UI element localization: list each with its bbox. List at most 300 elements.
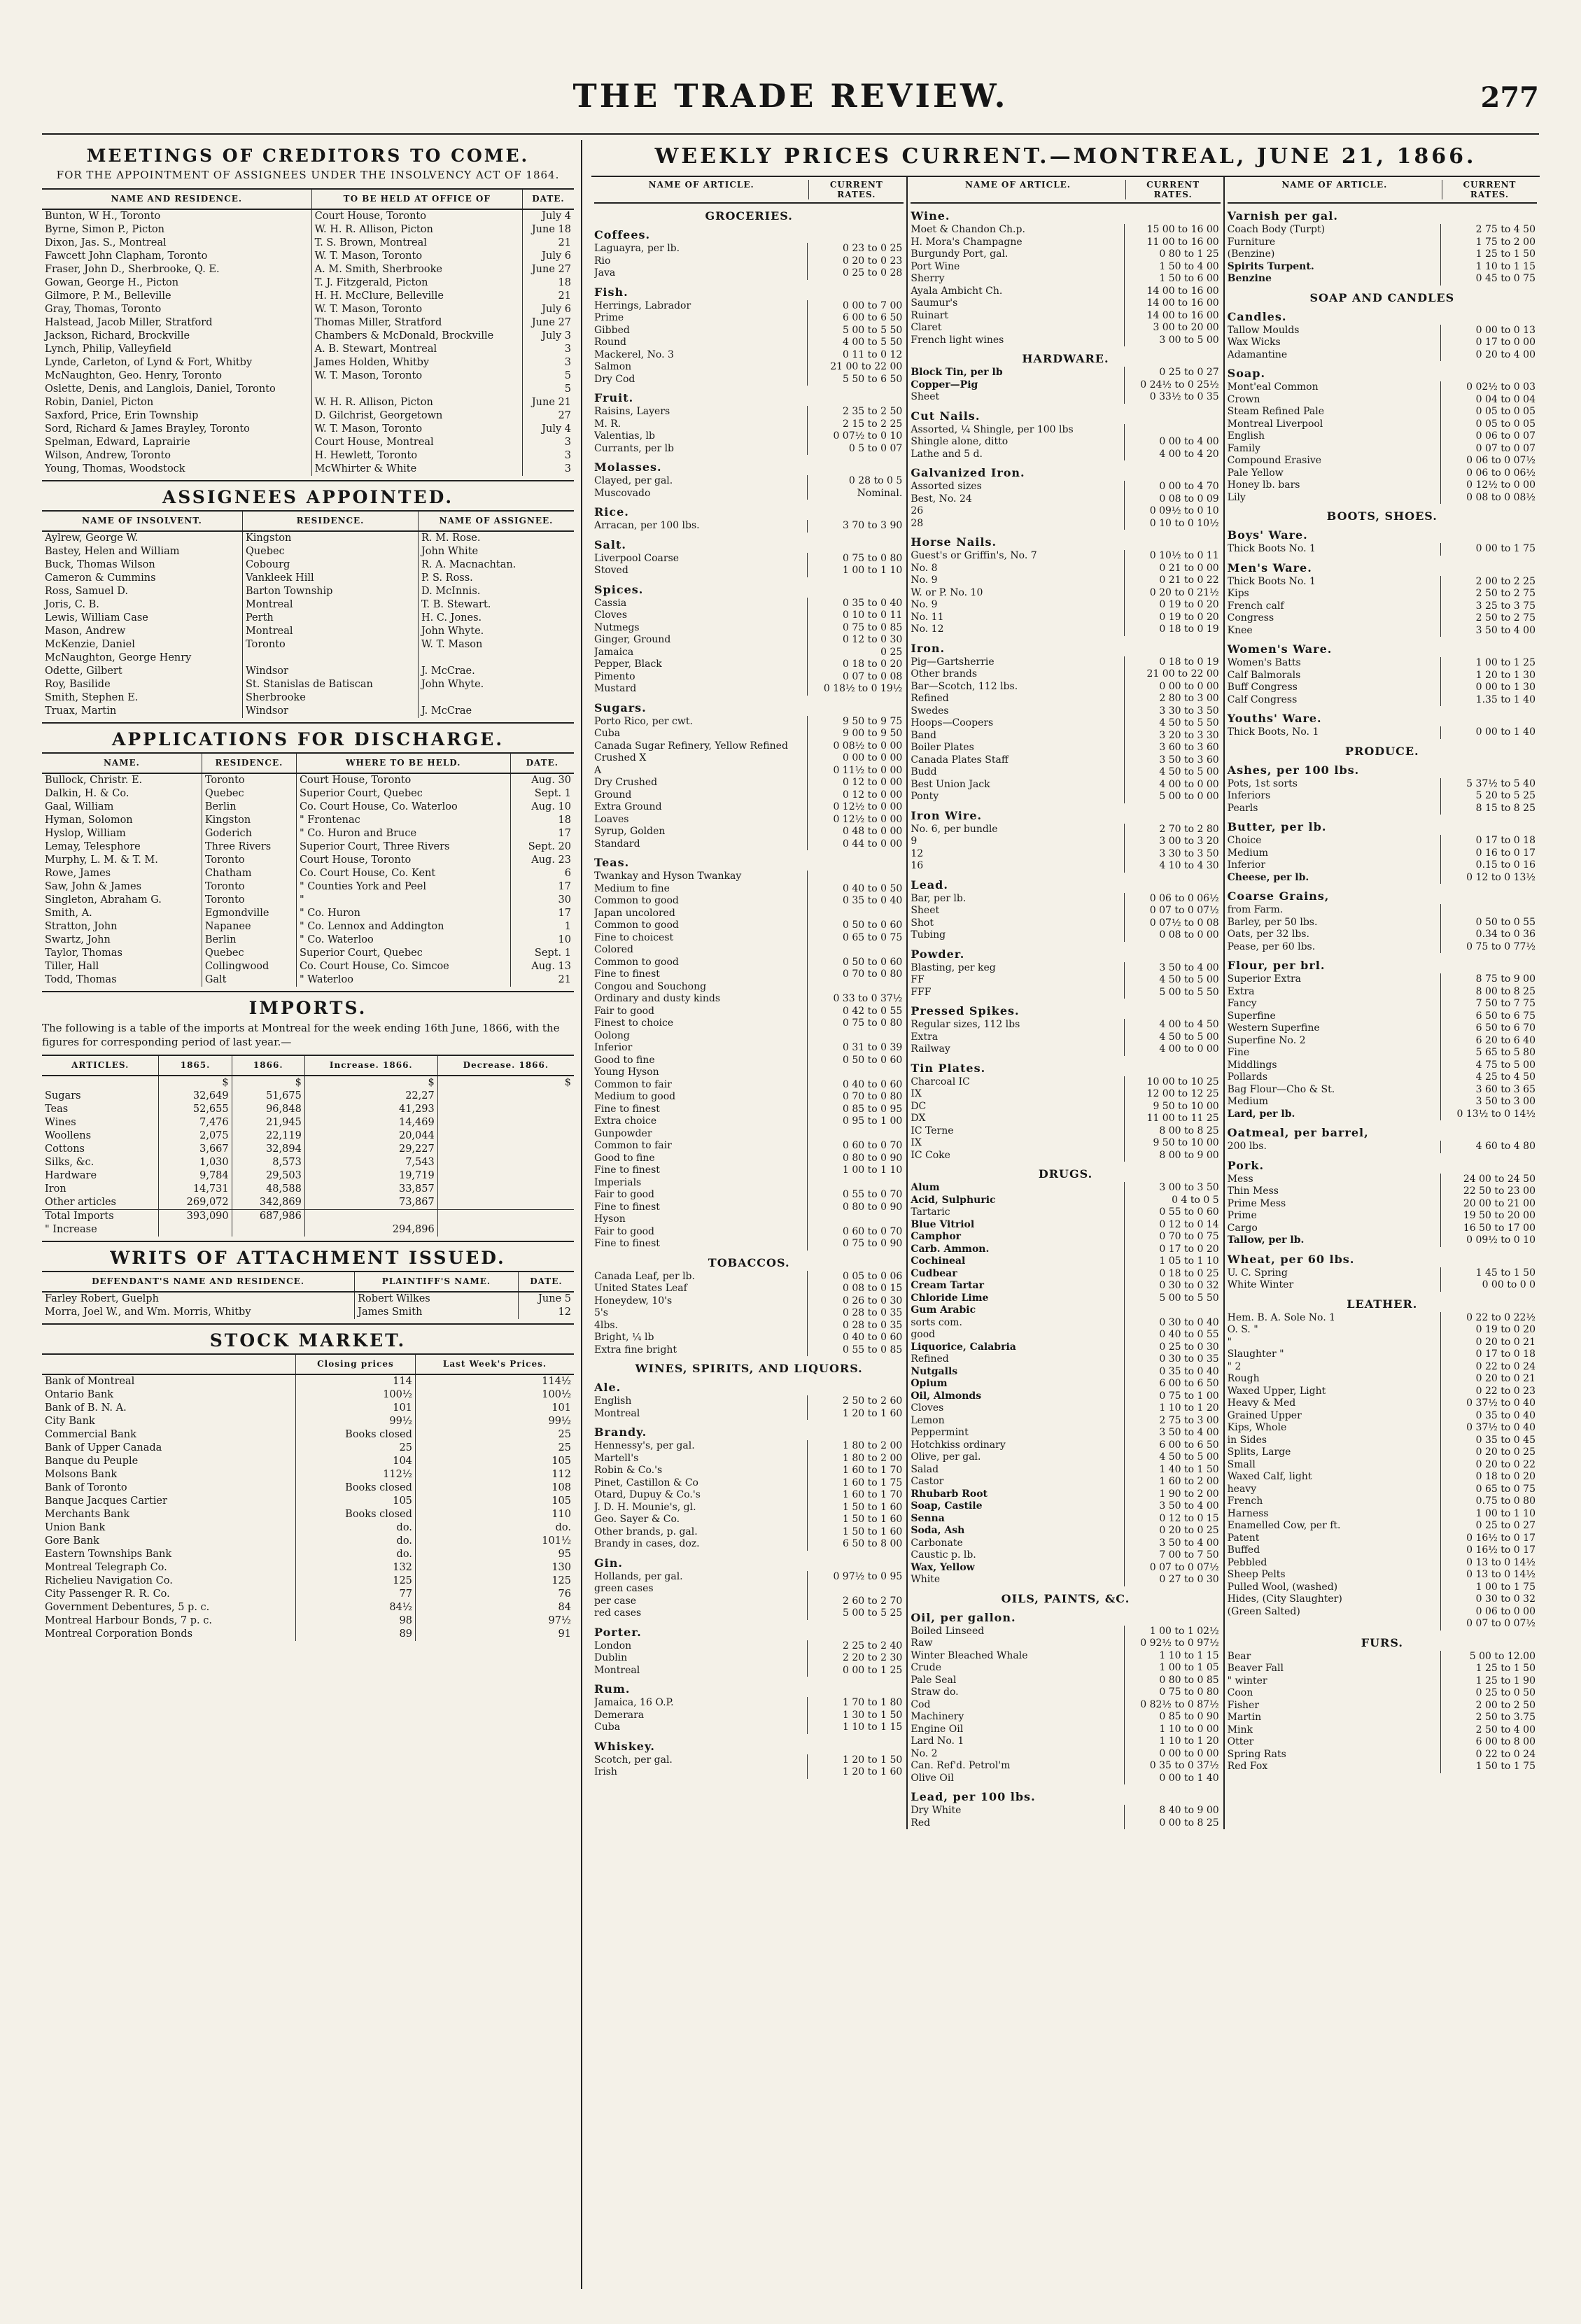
article-name: Montreal Liverpool	[1227, 418, 1323, 430]
article-name: Pig—Gartsherrie	[911, 656, 995, 668]
article-name: Superior Extra	[1227, 973, 1302, 985]
price-row	[1228, 1675, 1537, 1688]
price-section-heading: BOOTS, SHOES.	[1326, 509, 1438, 523]
table-row	[42, 691, 574, 705]
table-cell	[437, 1103, 574, 1116]
table-cell: James Holden, Whitby	[311, 356, 522, 369]
article-name: Engine Oil	[911, 1723, 964, 1735]
price-row	[1228, 1108, 1537, 1121]
price-section-heading: Wheat, per 60 lbs.	[1227, 1252, 1355, 1266]
current-rate: 0 80 to 0 90	[807, 1153, 904, 1165]
current-rate: 0 00 to 4 00	[1124, 436, 1221, 449]
current-rate: 2 50 to 3.75	[1440, 1712, 1537, 1724]
price-section-heading: SOAP AND CANDLES	[1309, 290, 1455, 304]
price-row	[1228, 261, 1537, 274]
current-rate: 3 50 to 4 00	[1124, 1537, 1221, 1550]
price-row	[594, 1571, 904, 1584]
table-cell	[437, 1223, 574, 1237]
price-row	[1228, 1651, 1537, 1663]
article-name: A	[594, 764, 602, 776]
price-row	[911, 1182, 1220, 1195]
current-rate: 1 20 to 1 50	[807, 1754, 904, 1767]
current-rate: 0 12 to 0 15	[1124, 1513, 1221, 1526]
table-row	[42, 1535, 574, 1548]
article-name: Pollards	[1227, 1071, 1268, 1083]
table-cell: H. H. McClure, Belleville	[311, 290, 522, 303]
price-row	[1228, 588, 1537, 600]
current-rate: 0 35 to 0 40	[1124, 1366, 1221, 1379]
table-cell: Toronto	[202, 854, 296, 867]
table-row	[42, 237, 574, 250]
table-cell: Gray, Thomas, Toronto	[45, 304, 162, 315]
price-section-heading: Fruit.	[594, 391, 634, 404]
current-rate: 2 00 to 2 50	[1440, 1700, 1537, 1712]
column-header: DATE.	[518, 1272, 574, 1292]
table-cell: Dixon, Jas. S., Montreal	[45, 237, 167, 248]
current-rate: 0 20 to 0 25	[1124, 1525, 1221, 1537]
article-name: Java	[594, 267, 616, 279]
current-rate: 1 90 to 2 00	[1124, 1488, 1221, 1501]
table-cell: 294,896	[304, 1223, 437, 1237]
current-rate: 1 50 to 1 75	[1440, 1761, 1537, 1773]
price-row	[911, 1255, 1220, 1268]
current-rate: 0 25 to 0 27	[1440, 1520, 1537, 1533]
article-name: Waxed Calf, light	[1227, 1471, 1312, 1482]
table-cell: Molsons Bank	[45, 1469, 118, 1480]
current-rate: 6 50 to 6 70	[1440, 1022, 1537, 1035]
current-rate: 0 18 to 0 25	[1124, 1268, 1221, 1281]
price-row	[594, 932, 904, 945]
table-cell: Bunton, W H., Toronto	[45, 211, 161, 222]
section-rule	[42, 991, 574, 992]
article-name: DC	[911, 1100, 927, 1112]
price-row	[1228, 778, 1537, 791]
table-cell: 7,476	[159, 1116, 232, 1129]
current-rate: 0 07 to 0 08	[807, 671, 904, 684]
table-row	[42, 250, 574, 263]
article-name: English	[594, 1395, 632, 1407]
current-rate: 0 75 to 0 80	[807, 1017, 904, 1030]
table-row	[42, 1156, 574, 1169]
article-name: Inferior	[1227, 859, 1265, 871]
article-name: Cuba	[594, 1721, 621, 1733]
current-rate: 0 35 to 0 40	[1440, 1410, 1537, 1423]
table-cell: Gowan, George H., Picton	[45, 277, 179, 288]
current-rate: 0 12 to 0 00	[807, 777, 904, 789]
price-row	[1228, 237, 1537, 249]
current-rate: 0 37½ to 0 40	[1440, 1397, 1537, 1410]
article-name: Medium	[1227, 847, 1269, 859]
table-cell: John Whyte.	[418, 625, 574, 638]
price-row	[911, 1244, 1220, 1256]
article-name: Dublin	[594, 1652, 628, 1663]
stock-title: STOCK MARKET.	[209, 1330, 407, 1351]
price-row	[1228, 1749, 1537, 1761]
table-cell: 17	[510, 880, 574, 894]
table-cell: 101	[415, 1402, 574, 1415]
article-name: Cloves	[911, 1402, 944, 1414]
table-cell: Tiller, Hall	[45, 961, 99, 972]
table-row	[42, 209, 574, 223]
article-name: Boiled Linseed	[911, 1625, 985, 1637]
article-name: Irish	[594, 1766, 617, 1777]
current-rate: 0 44 to 0 00	[807, 838, 904, 851]
current-rate: 7 00 to 7 50	[1124, 1549, 1221, 1562]
price-section-heading: Rum.	[594, 1682, 631, 1696]
table-cell: Eastern Townships Bank	[45, 1549, 172, 1560]
current-rate: 0 48 to 0 00	[807, 826, 904, 838]
table-cell: 3	[522, 449, 574, 463]
current-rate: 1 60 to 2 00	[1124, 1476, 1221, 1488]
price-row	[911, 248, 1220, 261]
price-row	[594, 1489, 904, 1502]
article-name: Shot	[911, 917, 934, 929]
price-row	[1228, 1593, 1537, 1606]
table-cell: Wilson, Andrew, Toronto	[45, 450, 171, 461]
price-row	[1228, 430, 1537, 443]
price-row	[1228, 1544, 1537, 1557]
article-name: Compound Erasive	[1227, 455, 1322, 466]
table-cell: Murphy, L. M. & T. M.	[45, 854, 158, 866]
imports-note: The following is a table of the imports at Montreal for the week ending 16th June, 1866, with the figures for corresponding period of last year.—	[42, 1022, 560, 1048]
price-section-heading: Brandy.	[594, 1425, 647, 1439]
current-rate: 0 28 to 0 35	[807, 1307, 904, 1320]
current-rate: 0 65 to 0 75	[1440, 1484, 1537, 1496]
article-name: Railway	[911, 1043, 950, 1055]
table-cell: Books closed	[296, 1508, 416, 1521]
current-rate: 0.75 to 0 80	[1440, 1495, 1537, 1508]
article-name: Superfine	[1227, 1010, 1276, 1022]
article-name: 26	[911, 505, 924, 516]
price-row	[594, 1665, 904, 1677]
current-rate: 0 07 to 0 07½	[1124, 1562, 1221, 1575]
price-row	[594, 1710, 904, 1722]
price-row	[594, 325, 904, 337]
current-rate: 0 31 to 0 39	[807, 1042, 904, 1055]
table-cell: 52,655	[159, 1103, 232, 1116]
price-row	[1228, 492, 1537, 505]
article-name: FFF	[911, 986, 932, 998]
price-row	[594, 957, 904, 969]
current-rate: 0 13½ to 0 14½	[1440, 1108, 1537, 1121]
article-name: Cargo	[1227, 1222, 1258, 1234]
article-name: Prime Mess	[1227, 1197, 1286, 1209]
price-row	[911, 1439, 1220, 1452]
article-name: Harness	[1227, 1507, 1269, 1519]
current-rate: 0 35 to 0 40	[807, 598, 904, 610]
table-cell: St. Stanislas de Batiscan	[242, 678, 418, 691]
article-name: Prime	[1227, 1210, 1257, 1221]
price-row	[594, 993, 904, 1006]
article-name: Congou and Souchong	[594, 980, 707, 992]
current-rate: 0 09½ to 0 10	[1124, 505, 1221, 518]
price-row	[1228, 1185, 1537, 1198]
article-name: Ground	[594, 789, 632, 801]
article-name: Hyson	[594, 1213, 626, 1225]
price-section-heading: Boys' Ware.	[1227, 528, 1308, 542]
table-cell: Toronto	[242, 638, 418, 652]
table-cell: City Passenger R. R. Co.	[45, 1589, 170, 1600]
price-row	[594, 981, 904, 994]
table-row	[42, 330, 574, 343]
article-name: Extra choice	[594, 1115, 657, 1127]
price-section-heading: Teas.	[594, 856, 630, 869]
price-row	[594, 374, 904, 386]
table-cell: Lewis, William Case	[45, 612, 148, 624]
article-name: Currants, per lb	[594, 442, 675, 454]
price-row	[911, 1088, 1220, 1101]
current-rate: 0 12½ to 0 00	[807, 801, 904, 814]
table-cell: Bullock, Christr. E.	[45, 775, 143, 786]
prices-column	[1223, 177, 1540, 1829]
price-row	[911, 550, 1220, 563]
rates-header: CURRENT RATES.	[1125, 180, 1221, 199]
price-row	[594, 553, 904, 565]
table-cell: 6	[510, 867, 574, 880]
price-row	[1228, 612, 1537, 625]
price-row	[1228, 790, 1537, 803]
price-row	[594, 430, 904, 443]
article-name: Fair to good	[594, 1189, 655, 1200]
article-name: No. 9	[911, 599, 938, 610]
article-name: Refined	[911, 693, 949, 704]
article-name: Pinet, Castillon & Co	[594, 1477, 698, 1488]
article-name: Straw do.	[911, 1686, 959, 1698]
current-rate: 0 40 to 0 60	[807, 1332, 904, 1344]
table-cell: 21,945	[232, 1116, 304, 1129]
article-name: Extra	[1227, 985, 1255, 997]
article-name: H. Mora's Champagne	[911, 236, 1023, 248]
table-cell: $	[304, 1076, 437, 1090]
article-name: No. 9	[911, 575, 938, 586]
current-rate: 0 21 to 0 22	[1124, 575, 1221, 587]
article-name: Scotch, per gal.	[594, 1754, 673, 1766]
table-row	[42, 463, 574, 476]
article-name: Calf Balmorals	[1227, 669, 1301, 681]
price-row	[594, 1697, 904, 1710]
imports-table	[42, 1055, 574, 1237]
current-rate: 0 00 to 8 25	[1124, 1817, 1221, 1830]
price-row	[594, 1238, 904, 1251]
article-name: Assorted, ¼ Shingle, per 100 lbs	[911, 423, 1074, 435]
price-row	[1228, 1141, 1537, 1153]
table-cell: W. H. R. Allison, Picton	[311, 223, 522, 237]
current-rate: 0 60 to 0 70	[807, 1226, 904, 1239]
table-cell: Toronto	[202, 773, 296, 787]
table-cell: 132	[296, 1561, 416, 1575]
current-rate: 3 00 to 20 00	[1124, 322, 1221, 334]
table-cell: Egmondville	[202, 907, 296, 920]
table-cell: Gore Bank	[45, 1535, 99, 1547]
price-row	[911, 1329, 1220, 1341]
table-row	[42, 1116, 574, 1129]
current-rate: 0 26 to 0 30	[807, 1295, 904, 1308]
price-row	[911, 1748, 1220, 1761]
table-cell: Cobourg	[242, 558, 418, 572]
article-name: Fine to finest	[594, 1164, 660, 1176]
table-cell	[311, 383, 522, 396]
current-rate: 1 60 to 1 75	[807, 1477, 904, 1490]
table-cell: Commercial Bank	[45, 1429, 136, 1440]
table-row	[42, 1614, 574, 1628]
table-row	[42, 1481, 574, 1495]
article-name: Hoops—Coopers	[911, 717, 994, 728]
article-name: Dry Crushed	[594, 777, 658, 788]
current-rate: 3 50 to 4 00	[1124, 1427, 1221, 1439]
table-cell: Co. Court House, Co. Simcoe	[296, 960, 510, 973]
article-name: 9	[911, 836, 918, 847]
price-row	[1228, 381, 1537, 394]
table-cell: A. M. Smith, Sherbrooke	[311, 263, 522, 276]
table-cell: Lynch, Philip, Valleyfield	[45, 344, 172, 355]
article-name: Carb. Ammon.	[911, 1243, 990, 1255]
price-row	[1228, 1606, 1537, 1619]
price-row	[1228, 1410, 1537, 1423]
current-rate: 5 00 to 5 50	[807, 325, 904, 337]
price-row	[1228, 337, 1537, 349]
table-row	[42, 585, 574, 598]
price-section-heading: Porter.	[594, 1625, 642, 1639]
price-row	[594, 1202, 904, 1214]
price-row	[1228, 847, 1537, 860]
current-rate	[807, 1066, 904, 1079]
current-rate: 2 25 to 2 40	[807, 1640, 904, 1653]
table-cell: Lynde, Carleton, of Lynd & Fort, Whitby	[45, 357, 253, 368]
price-section-heading: Butter, per lb.	[1227, 820, 1327, 833]
current-rate: 1 20 to 1 60	[807, 1408, 904, 1421]
table-row	[42, 1090, 574, 1103]
article-name: Block Tin, per lb	[911, 367, 1003, 378]
table-row	[42, 436, 574, 449]
table-row	[42, 423, 574, 436]
current-rate: 0 40 to 0 60	[807, 1079, 904, 1092]
price-row	[911, 1113, 1220, 1125]
table-row	[42, 934, 574, 947]
table-cell: Sept. 20	[510, 840, 574, 854]
price-row	[594, 1066, 904, 1079]
current-rate: 0 23 to 0 25	[807, 243, 904, 255]
article-name: IX	[911, 1137, 922, 1148]
current-rate: 1 10 to 1 20	[1124, 1402, 1221, 1415]
price-row	[1228, 1337, 1537, 1349]
table-cell	[418, 652, 574, 665]
price-row	[594, 1140, 904, 1153]
article-name: Machinery	[911, 1711, 964, 1722]
price-row	[911, 905, 1220, 917]
price-row	[911, 436, 1220, 449]
table-cell	[437, 1116, 574, 1129]
current-rate: 0 75 to 1 00	[1124, 1390, 1221, 1403]
price-row	[1228, 576, 1537, 589]
price-row	[911, 449, 1220, 461]
article-name: Western Superfine	[1227, 1022, 1320, 1034]
price-row	[911, 1150, 1220, 1162]
current-rate: 0 00 to 1 75	[1440, 543, 1537, 556]
assignees-title: ASSIGNEES APPOINTED.	[162, 487, 454, 507]
current-rate: 0 55 to 0 85	[807, 1344, 904, 1357]
price-row	[911, 668, 1220, 681]
current-rate: 0 11 to 0 12	[807, 349, 904, 362]
price-section-heading: WINES, SPIRITS, AND LIQUORS.	[635, 1362, 863, 1375]
article-name: Honeydew, 10's	[594, 1295, 673, 1307]
table-row	[42, 1169, 574, 1183]
price-row	[1228, 998, 1537, 1010]
article-name: Young Hyson	[594, 1066, 659, 1078]
current-rate: 2 50 to 2 60	[807, 1395, 904, 1408]
table-row	[42, 1374, 574, 1388]
column-header: Decrease. 1866.	[437, 1055, 574, 1076]
table-cell: 100½	[415, 1388, 574, 1402]
table-row	[42, 1588, 574, 1601]
current-rate: 8 00 to 8 25	[1440, 986, 1537, 999]
article-name: Band	[911, 729, 936, 741]
current-rate: 0 08 to 0 08½	[1440, 492, 1537, 505]
article-name: Cochineal	[911, 1255, 966, 1267]
price-row	[594, 1502, 904, 1514]
article-name: Muscovado	[594, 487, 651, 499]
table-cell: July 6	[522, 250, 574, 263]
price-row	[911, 1231, 1220, 1244]
table-cell: Dalkin, H. & Co.	[45, 788, 129, 799]
table-cell: Singleton, Abraham G.	[45, 894, 162, 906]
current-rate: 0 06 to 0 06½	[1124, 893, 1221, 906]
table-cell: 20,044	[304, 1129, 437, 1143]
table-row	[42, 316, 574, 330]
current-rate: 0 75 to 0 80	[807, 553, 904, 565]
price-row	[594, 659, 904, 671]
price-row	[911, 1488, 1220, 1501]
current-rate: 3 00 to 3 50	[1124, 1182, 1221, 1195]
current-rate: 14 00 to 16 00	[1124, 310, 1221, 323]
article-name: Camphor	[911, 1231, 962, 1242]
price-row	[594, 1344, 904, 1357]
article-name: Swedes	[911, 705, 949, 717]
article-name: Rough	[1227, 1373, 1260, 1384]
current-rate: 1 75 to 2 00	[1440, 237, 1537, 249]
article-name: Robin & Co.'s	[594, 1465, 663, 1476]
table-cell: June 21	[522, 396, 574, 409]
price-section-heading: Gin.	[594, 1556, 623, 1570]
article-name: Extra	[911, 1031, 939, 1043]
price-row	[594, 1006, 904, 1018]
table-cell: June 27	[522, 316, 574, 330]
price-row	[1228, 479, 1537, 492]
table-cell: Montreal Harbour Bonds, 7 p. c.	[45, 1615, 212, 1626]
table-cell: W. T. Mason	[418, 638, 574, 652]
current-rate: 0 28 to 0 5	[807, 475, 904, 488]
article-name: Hides, (City Slaughter)	[1227, 1593, 1342, 1605]
section-rule	[42, 1323, 574, 1325]
table-cell: Taylor, Thomas	[45, 948, 122, 959]
current-rate: 0 97½ to 0 95	[807, 1571, 904, 1584]
price-row	[911, 1805, 1220, 1817]
article-name: Claret	[911, 322, 942, 333]
current-rate: 3 50 to 3 60	[1124, 754, 1221, 767]
article-name: Women's Batts	[1227, 657, 1301, 668]
article-name: Colored	[594, 944, 633, 955]
table-cell: 41,293	[304, 1103, 437, 1116]
article-name: Coon	[1227, 1687, 1253, 1698]
article-name: Gum Arabic	[911, 1304, 976, 1316]
article-name: Tallow Moulds	[1227, 324, 1300, 336]
price-row	[594, 826, 904, 838]
article-name: Nutmegs	[594, 621, 640, 633]
price-row	[594, 1465, 904, 1477]
table-cell: $	[159, 1076, 232, 1090]
price-row	[1228, 1234, 1537, 1247]
current-rate: 0 06 to 0 07½	[1440, 455, 1537, 467]
current-rate: 0 75 to 0 80	[1124, 1686, 1221, 1699]
